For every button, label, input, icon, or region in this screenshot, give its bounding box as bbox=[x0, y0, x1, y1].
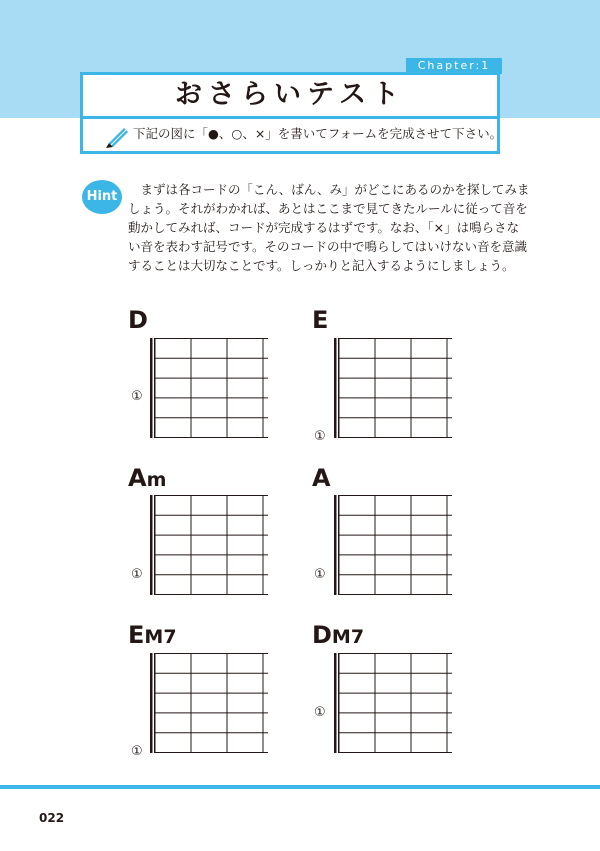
chord-name: D bbox=[128, 306, 148, 334]
fretboard-grid-dm7 bbox=[334, 653, 454, 753]
chord-name: A bbox=[312, 464, 331, 492]
hint-badge: Hint bbox=[82, 180, 122, 214]
fretboard-grid-em7 bbox=[150, 653, 270, 753]
hint-line: 動かしてみれば、コードが完成するはずです。なお、「×」は鳴らさな bbox=[128, 220, 520, 235]
hint-line: まずは各コードの「こん、ばん、み」がどこにあるのかを探してみま bbox=[128, 182, 530, 197]
chord-name: E bbox=[312, 306, 329, 334]
page-number: 022 bbox=[39, 811, 65, 825]
hint-line: い音を表わす記号です。そのコードの中で鳴らしてはいけない音を意識 bbox=[128, 239, 528, 254]
fretboard-grid-e bbox=[334, 338, 454, 438]
hint-line: しょう。それがわかれば、あとはここまで見てきたルールに従って音を bbox=[128, 201, 528, 216]
page-title: おさらいテスト bbox=[175, 79, 405, 110]
string-1-marker: ① bbox=[314, 567, 326, 582]
string-1-marker: ① bbox=[131, 389, 143, 404]
footer-rule bbox=[0, 785, 600, 789]
hint-line: することは大切なことです。しっかりと記入するようにしましょう。 bbox=[128, 258, 515, 273]
fretboard-grid-a bbox=[334, 495, 454, 595]
string-1-marker: ① bbox=[131, 744, 143, 759]
instruction-divider bbox=[80, 116, 500, 119]
string-1-marker: ① bbox=[314, 705, 326, 720]
fretboard-grid-d bbox=[150, 338, 270, 438]
string-1-marker: ① bbox=[131, 567, 143, 582]
instruction-text: 下記の図に「●、○、×」を書いてフォームを完成させて下さい。 bbox=[133, 126, 503, 141]
hint-paragraph bbox=[128, 180, 530, 275]
pencil-icon bbox=[104, 122, 130, 148]
string-1-marker: ① bbox=[314, 429, 326, 444]
chapter-tab: Chapter:1 bbox=[406, 58, 502, 74]
chord-name: DM7 bbox=[312, 621, 365, 649]
fretboard-grid-am bbox=[150, 495, 270, 595]
chord-name: EM7 bbox=[128, 621, 177, 649]
chord-name: Am bbox=[128, 464, 167, 492]
